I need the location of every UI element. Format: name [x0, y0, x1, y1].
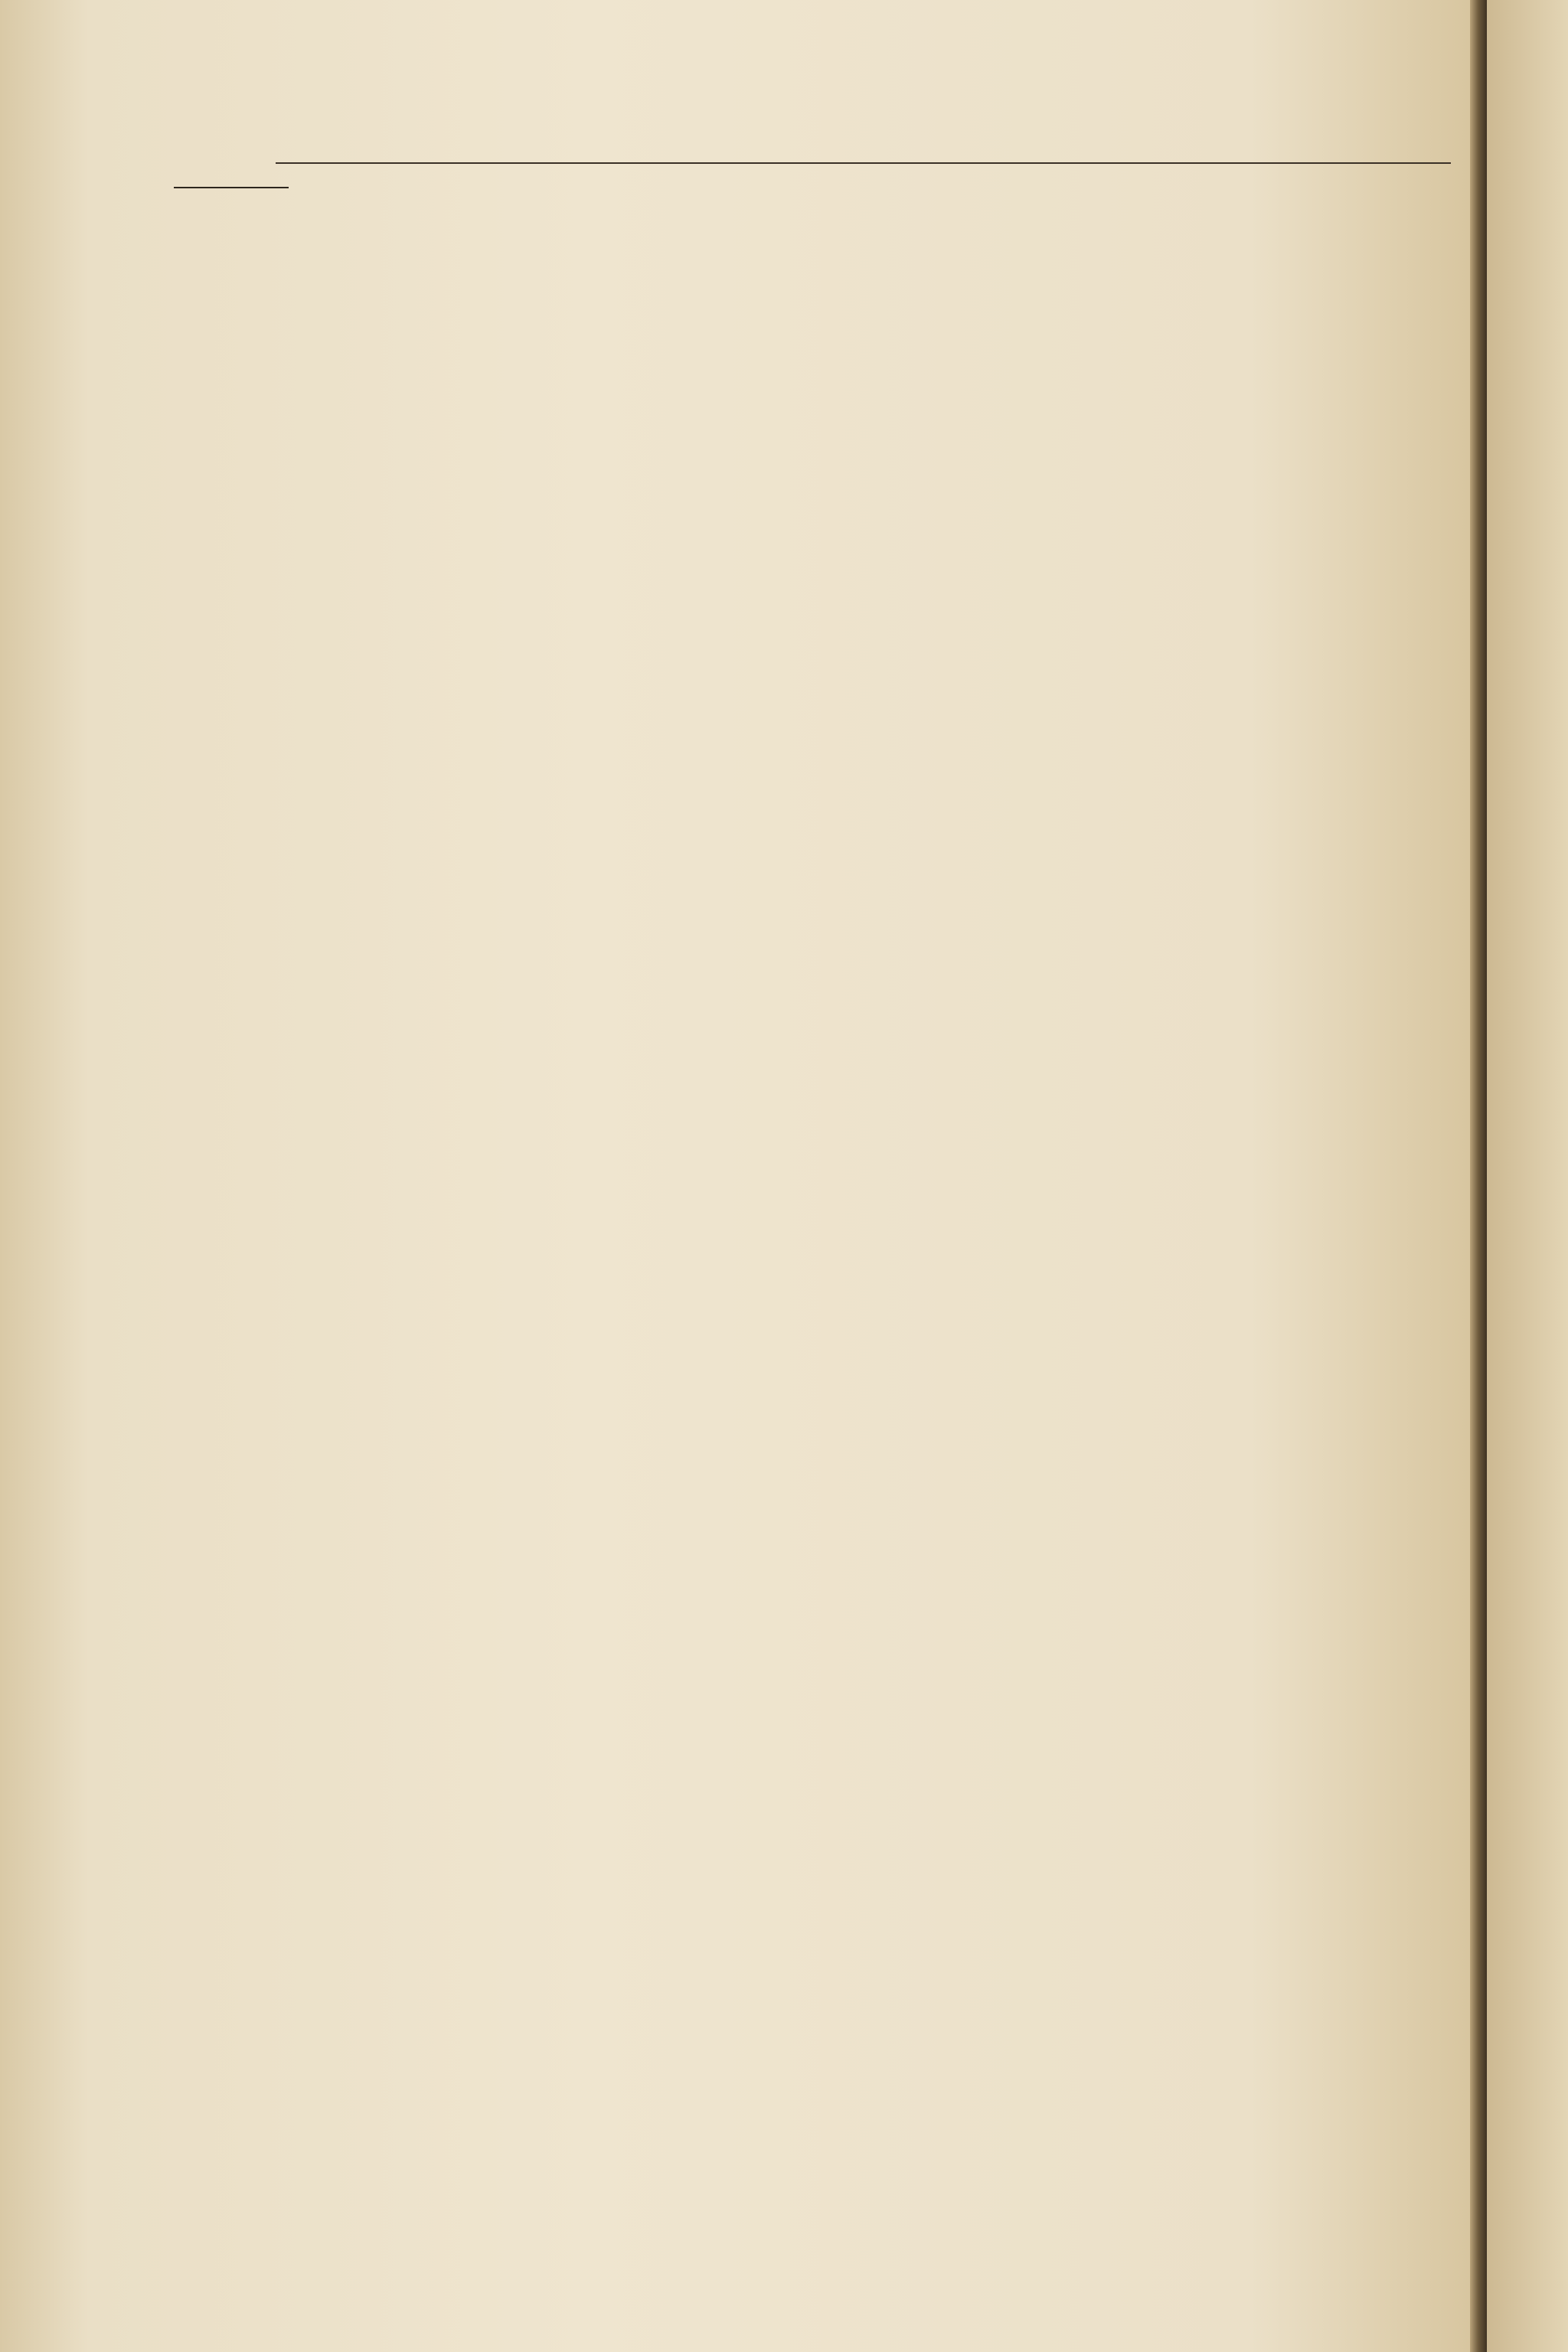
spacer — [279, 243, 831, 271]
right-column — [869, 176, 1405, 202]
header-rule — [276, 162, 1451, 164]
left-column — [279, 222, 831, 297]
next-page-edge — [1487, 0, 1568, 2352]
anno-rule — [174, 187, 289, 188]
anno-christi — [170, 187, 292, 191]
book-gutter — [1470, 0, 1487, 2352]
